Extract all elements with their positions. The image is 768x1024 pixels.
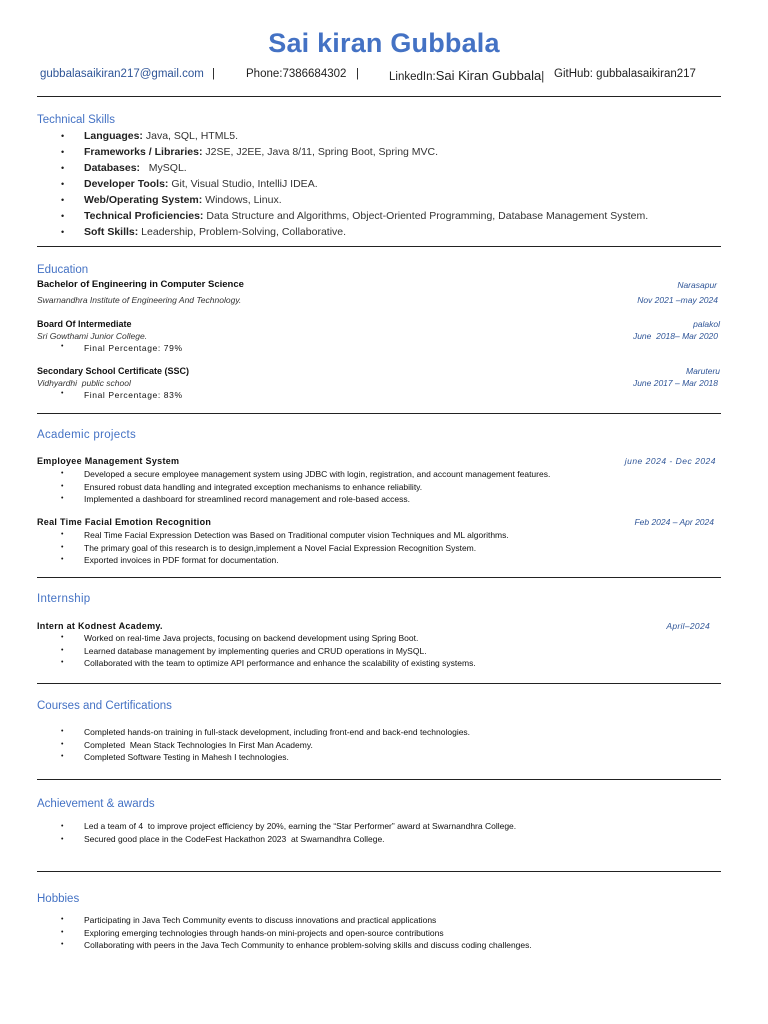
- bullet-icon: •: [61, 179, 65, 189]
- skill-value: Git, Visual Studio, IntelliJ IDEA.: [168, 178, 318, 190]
- list-item: [37, 554, 509, 567]
- bullet-icon: •: [61, 634, 64, 641]
- list-item-text: Completed Software Testing in Mahesh I technologies.: [84, 752, 289, 762]
- section-title-internship: Internship: [37, 593, 91, 605]
- list-item-text: Completed hands-on training in full-stack development, including front-end and back-end technologies.: [84, 727, 471, 737]
- education-result-list: [37, 343, 183, 353]
- bullet-icon: •: [61, 343, 64, 350]
- education-dates: June 2017 – Mar 2018: [632, 378, 718, 388]
- skill-row: [37, 192, 648, 208]
- list-item-text: Led a team of 4 to improve project efficiency by 20%, earning the “Star Performer” award at Swarnandhra College.: [84, 821, 517, 831]
- list-item: [37, 657, 476, 670]
- list-item: [37, 914, 532, 927]
- list-item: [37, 632, 476, 645]
- list-item-text: Ensured robust data handling and integrated exception mechanisms to enhance reliability.: [84, 481, 423, 492]
- project-dates: june 2024 - Dec 2024: [624, 456, 716, 466]
- list-item-text: Exported invoices in PDF format for documentation.: [84, 555, 279, 565]
- bullet-icon: •: [61, 227, 65, 237]
- internship-dates: April–2024: [666, 621, 710, 631]
- contact-separator: |: [541, 71, 545, 83]
- list-item: [37, 751, 470, 764]
- skill-label: Databases:: [84, 162, 141, 174]
- education-degree: Board Of Intermediate: [37, 319, 132, 329]
- courses-bullets: [37, 726, 470, 764]
- education-result: Final Percentage: 79%: [84, 343, 183, 353]
- list-item: [37, 820, 516, 833]
- achievements-bullets: [37, 820, 516, 846]
- section-divider: [37, 246, 721, 247]
- contact-separator: |: [212, 68, 215, 80]
- list-item: [37, 390, 183, 400]
- list-item-text: Learned database management by implementing queries and CRUD operations in MySQL.: [84, 645, 427, 656]
- list-item: [37, 939, 532, 952]
- bullet-icon: •: [61, 916, 64, 923]
- list-item-text: Real Time Facial Expression Detection was Based on Traditional computer vision Techniques and ML algorithms.: [84, 530, 509, 540]
- list-item: [37, 493, 550, 506]
- list-item-text: Participating in Java Tech Community events to discuss innovations and practical applications: [84, 915, 437, 925]
- bullet-icon: •: [61, 659, 64, 666]
- skill-label: Soft Skills:: [84, 226, 139, 238]
- bullet-icon: •: [61, 470, 64, 477]
- bullet-icon: •: [61, 543, 64, 551]
- bullet-icon: •: [61, 495, 64, 502]
- bullet-icon: •: [61, 147, 65, 157]
- list-item: [37, 343, 183, 353]
- education-dates: June 2018– Mar 2020: [632, 331, 718, 341]
- bullet-icon: •: [61, 928, 64, 936]
- list-item-text: Worked on real-time Java projects, focusing on backend development using Spring Boot.: [84, 633, 419, 643]
- skill-value: Leadership, Problem-Solving, Collaborative.: [138, 226, 347, 238]
- education-location: Narasapur: [677, 280, 717, 290]
- section-divider: [37, 683, 721, 684]
- contact-separator: |: [356, 68, 359, 80]
- skill-label: Web/Operating System:: [84, 194, 203, 206]
- hobbies-bullets: [37, 914, 532, 952]
- section-title-education: Education: [37, 264, 89, 276]
- bullet-icon: •: [61, 646, 64, 654]
- section-divider: [37, 577, 721, 578]
- skill-row: [37, 176, 648, 192]
- bullet-icon: •: [61, 823, 64, 830]
- linkedin-label: LinkedIn:: [389, 71, 436, 83]
- list-item-text: Completed Mean Stack Technologies In First Man Academy.: [84, 739, 313, 750]
- project-dates: Feb 2024 – Apr 2024: [634, 517, 714, 527]
- skill-label: Frameworks / Libraries:: [84, 146, 203, 158]
- project-bullets: [37, 529, 509, 567]
- education-result: Final Percentage: 83%: [84, 390, 183, 400]
- section-divider: [37, 413, 721, 414]
- bullet-icon: •: [61, 728, 64, 735]
- skill-value: MySQL.: [140, 162, 187, 174]
- bullet-icon: •: [61, 211, 65, 221]
- section-divider: [37, 96, 721, 97]
- skill-label: Developer Tools:: [84, 178, 169, 190]
- bullet-icon: •: [61, 163, 65, 173]
- skill-value: J2SE, J2EE, Java 8/11, Spring Boot, Spring MVC.: [202, 146, 439, 158]
- bullet-icon: •: [61, 390, 64, 397]
- list-item: [37, 833, 516, 846]
- education-result-list: [37, 390, 183, 400]
- list-item: [37, 739, 470, 752]
- section-divider: [37, 871, 721, 872]
- bullet-icon: •: [61, 482, 64, 490]
- skill-value: Data Structure and Algorithms, Object-Oriented Programming, Database Management System.: [203, 210, 649, 222]
- list-item-text: Collaborating with peers in the Java Tech Community to enhance problem-solving skills and discuss coding challenges.: [84, 940, 532, 950]
- list-item-text: Exploring emerging technologies through hands-on mini-projects and open-source contributions: [84, 927, 444, 938]
- project-bullets: [37, 468, 550, 506]
- internship-bullets: [37, 632, 476, 670]
- list-item: [37, 645, 476, 658]
- list-item-text: Implemented a dashboard for streamlined record management and role-based access.: [84, 494, 411, 504]
- education-degree: Secondary School Certificate (SSC): [37, 366, 190, 376]
- section-title-achievements: Achievement & awards: [37, 798, 155, 810]
- bullet-icon: •: [61, 531, 64, 538]
- candidate-name: Sai kiran Gubbala: [268, 28, 500, 58]
- education-location: palakol: [693, 319, 720, 329]
- contact-linkedin[interactable]: [389, 68, 544, 83]
- list-item: [37, 542, 509, 555]
- list-item: [37, 927, 532, 940]
- education-degree: Bachelor of Engineering in Computer Science: [37, 279, 244, 290]
- list-item-text: Secured good place in the CodeFest Hackathon 2023 at Swarnandhra College.: [84, 834, 385, 844]
- list-item-text: Developed a secure employee management system using JDBC with login, registration, and account management features.: [84, 469, 551, 479]
- section-title-skills: Technical Skills: [37, 114, 115, 126]
- bullet-icon: •: [61, 836, 64, 843]
- skill-row: [37, 224, 648, 240]
- education-dates: Nov 2021 –may 2024: [637, 295, 718, 305]
- education-school: Swarnandhra Institute of Engineering And Technology.: [37, 295, 242, 305]
- contact-email[interactable]: [40, 68, 204, 80]
- list-item: [37, 529, 509, 542]
- skill-label: Languages:: [84, 130, 143, 142]
- project-name: Employee Management System: [37, 456, 180, 466]
- skill-label: Technical Proficiencies:: [84, 210, 204, 222]
- list-item-text: Collaborated with the team to optimize API performance and enhance the scalability of existing systems.: [84, 658, 476, 668]
- section-title-projects: Academic projects: [37, 429, 137, 441]
- bullet-icon: •: [61, 753, 64, 760]
- education-school: Sri Gowthami Junior College.: [37, 331, 148, 341]
- bullet-icon: •: [61, 195, 65, 205]
- skill-row: [37, 128, 648, 144]
- contact-github[interactable]: GitHub: gubbalasaikiran217: [554, 68, 696, 80]
- list-item: [37, 481, 550, 494]
- skill-row: [37, 160, 648, 176]
- linkedin-value[interactable]: Sai Kiran Gubbala: [435, 68, 542, 83]
- section-divider: [37, 779, 721, 780]
- section-title-hobbies: Hobbies: [37, 893, 80, 905]
- internship-role: Intern at Kodnest Academy.: [37, 621, 163, 631]
- bullet-icon: •: [61, 556, 64, 563]
- education-school: Vidhyardhi public school: [37, 378, 131, 388]
- skill-row: [37, 144, 648, 160]
- project-name: Real Time Facial Emotion Recognition: [37, 517, 212, 527]
- email-link[interactable]: gubbalasaikiran217@gmail.com: [40, 68, 204, 80]
- skill-row: [37, 208, 648, 224]
- skills-list: [37, 128, 648, 240]
- list-item: [37, 468, 550, 481]
- skill-value: Windows, Linux.: [202, 194, 282, 206]
- bullet-icon: •: [61, 131, 65, 141]
- bullet-icon: •: [61, 941, 64, 948]
- list-item: [37, 726, 470, 739]
- bullet-icon: •: [61, 740, 64, 748]
- skill-value: Java, SQL, HTML5.: [142, 130, 239, 142]
- education-location: Maruteru: [685, 366, 720, 376]
- contact-phone: Phone:7386684302: [246, 68, 347, 80]
- list-item-text: The primary goal of this research is to design,implement a Novel Facial Expression Recognition System.: [84, 542, 477, 553]
- section-title-courses: Courses and Certifications: [37, 700, 172, 712]
